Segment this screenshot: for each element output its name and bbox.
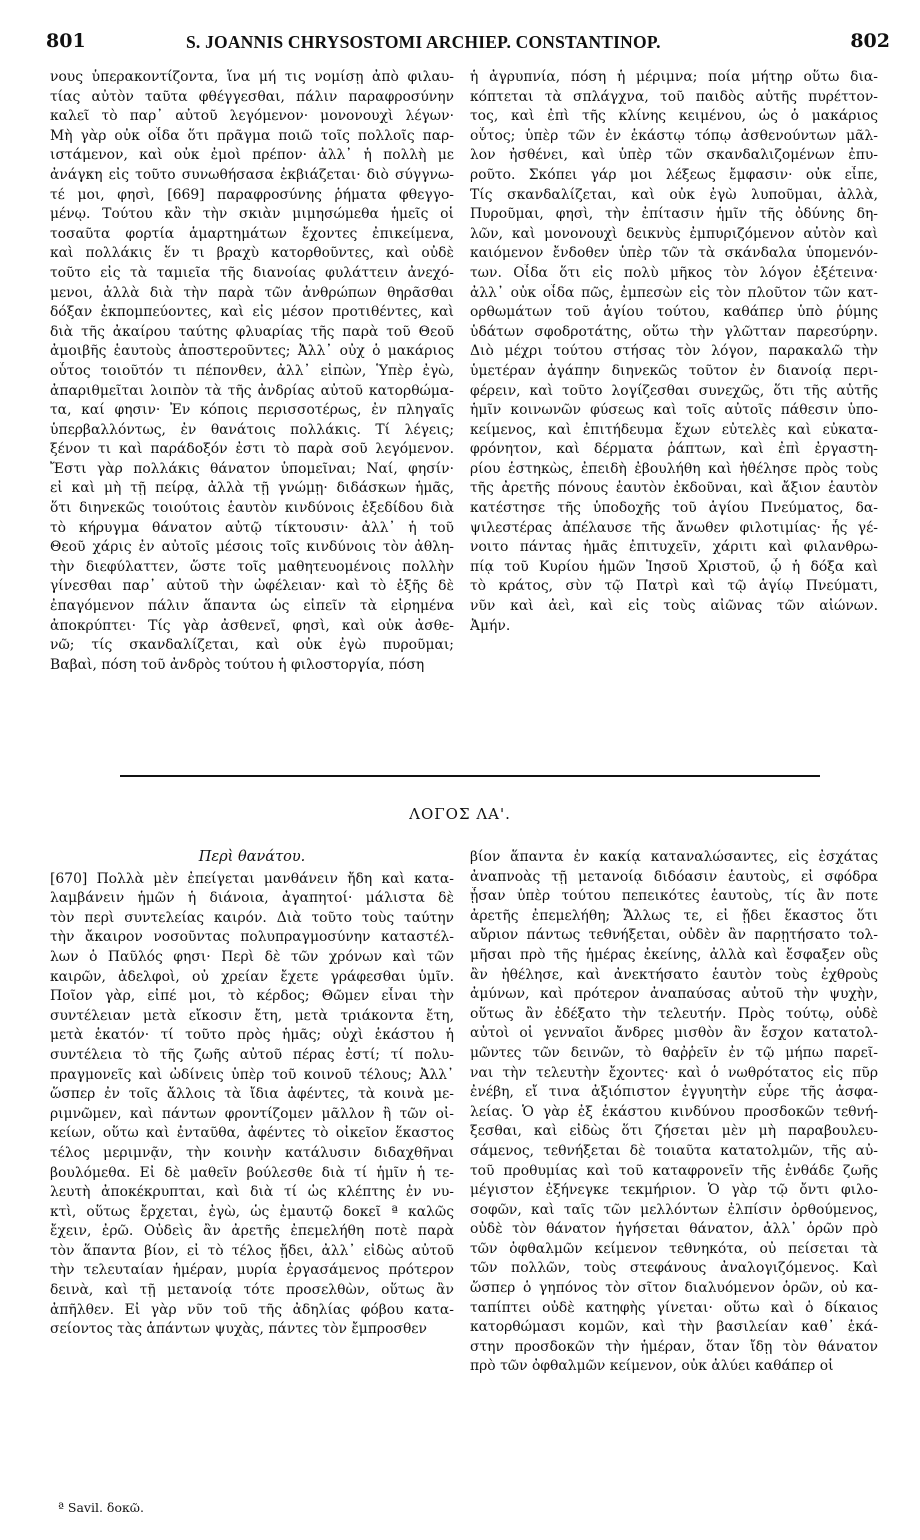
text-line: λων ὁ Παῦλός φησι· Περὶ δὲ τῶν χρόνων καὶ τῶν	[50, 948, 454, 965]
text-line: οὐδὲ τὸν θάνατον ἡγήσεται θάνατον, ἀλλ᾽ ὁρῶν πρὸ	[470, 1221, 878, 1238]
text-line: ξεσθαι, καὶ εἰδὼς ὅτι ζήσεται μὲν μὴ παραβουλευ-	[470, 1123, 878, 1140]
text-line: [670] Πολλὰ μὲν ἐπείγεται μανθάνειν ἤδη καὶ κατα-	[50, 870, 454, 887]
running-title: S. JOANNIS CHRYSOSTOMI ARCHIEP. CONSTANTINOP.	[186, 32, 661, 52]
text-line: ἀρετῆς ἐπεμελήθη; Ἄλλως τε, εἰ ᾔδει ἕκαστος ὅτι	[470, 907, 878, 924]
text-line: μένῳ. Τούτου κἂν τὴν σκιὰν μιμησώμεθα ἡμεῖς οἱ	[50, 206, 454, 223]
text-line: συντέλειαν μετὰ εἴκοσιν ἔτη, μετὰ τριάκοντα ἔτη,	[50, 1007, 454, 1024]
text-line: ἀπαριθμεῖται λοιπὸν τὰ τῆς ἀνδρίας αὐτοῦ κατορθώμα-	[50, 382, 454, 399]
text-line: κείμενος, καὶ ἐπιτήδευμα ἔχων εὐτελὲς καὶ εὐκατα-	[470, 421, 878, 438]
text-line: στην προσδοκῶν τὴν ἡμέραν, ὅταν ἴδῃ τὸν θάνατον	[470, 1338, 878, 1355]
text-line: ἔχειν, ἐρῶ. Οὐδεὶς ἂν ἀρετῆς ἐπεμελήθη ποτὲ παρὰ	[50, 1223, 454, 1240]
text-line: ψιλεστέρας ἀπέλαυσε τῆς ἄνωθεν φιλοτιμίας· ἧς γέ-	[470, 519, 878, 536]
page-number-left: 801	[46, 30, 86, 52]
text-line: λαμβάνειν ἡμῶν ἡ διάνοια, ἀγαπητοί· μάλιστα δὲ	[50, 890, 454, 907]
text-line: νῶ; τίς σκανδαλίζεται, καὶ οὐκ ἐγὼ πυροῦμαι;	[50, 637, 454, 654]
text-line: ἐνέβη, εἴ τινα ἀξιόπιστον ἐγγυητὴν εὗρε τῆς ἀσφα-	[470, 1084, 878, 1101]
text-line: Μὴ γὰρ οὐκ οἶδα ὅτι πρᾶγμα ποιῶ τοῖς πολλοῖς παρ-	[50, 127, 454, 144]
text-line: ἀνάγκη εἰς τοῦτο συνωθήσασα ἐκβιάζεται· διὸ σύγγνω-	[50, 166, 454, 183]
text-line: ὥσπερ ἐν τοῖς ἄλλοις τὰ ἴδια ἀφέντες, τὰ κοινὰ με-	[50, 1086, 454, 1103]
text-line: τῶν πολλῶν, τοὺς στεφάνους ἀναλογιζόμενος. Καὶ	[470, 1260, 878, 1277]
text-line: κατορθώμασι κομῶν, καὶ τὴν βασιλείαν καθ᾽ ἑκά-	[470, 1319, 878, 1336]
text-line: σοφῶν, καὶ ταῖς τῶν μελλόντων ἐλπίσιν ὀρθούμενος,	[470, 1201, 878, 1218]
text-line: οὕτως ἂν ἐδέξατο τὴν τελευτήν. Πρὸς τούτῳ, οὐδὲ	[470, 1005, 878, 1022]
text-line: τος, καὶ ἐπὶ τῆς κλίνης κειμένου, ὡς ὁ μακάριος	[470, 108, 878, 125]
text-line: σείοντος τὰς ἁπάντων ψυχὰς, πάντες τὸν ἔμπροσθεν	[50, 1321, 427, 1338]
text-line: ἀμοιβῆς ἑαυτοὺς ἀποστεροῦντες; Ἀλλ᾽ οὐχ ὁ μακάριος	[50, 343, 454, 360]
text-line: νους ὑπερακοντίζοντα, ἵνα μή τις νομίσῃ ἀπὸ φιλαυ-	[50, 69, 454, 85]
text-line: ιστάμενον, καὶ οὐκ ἐμοὶ πρέπον· ἀλλ᾽ ἡ πολλὴ με	[50, 147, 454, 164]
text-line: κόπτεται τὰ σπλάγχνα, τοῦ παιδὸς αὐτῆς πυρέττον-	[470, 88, 878, 105]
text-line: βίον ἅπαντα ἐν κακίᾳ καταναλώσαντες, εἰς ἐσχάτας	[470, 849, 878, 865]
text-line: ἀπῆλθεν. Εἰ γὰρ νῦν τοῦ τῆς ἀδηλίας φόβου κατα-	[50, 1301, 454, 1318]
text-line: ὅτι διηνεκῶς τοιούτοις ἑαυτὸν κινδύνοις ἐξεδίδου διὰ	[50, 500, 454, 517]
text-line: Ποῖον γὰρ, εἰπέ μοι, τὸ κέρδος; Θῶμεν εἶναι τὴν	[50, 988, 454, 1005]
text-line: κατέστησε τῆς ὑποδοχῆς τοῦ ἁγίου Πνεύματος, δα-	[470, 500, 878, 517]
text-line: ταπίπτει οὐδὲ κατηφὴς γίνεται· οὕτω καὶ ὁ δίκαιος	[470, 1299, 878, 1316]
text-line: μῆσαι πρὸ τῆς ἡμέρας ἐκείνης, ἀλλὰ καὶ ἔσφαξεν οὓς	[470, 946, 878, 963]
text-line: πίᾳ τοῦ Κυρίου ἡμῶν Ἰησοῦ Χριστοῦ, ᾧ ἡ δόξα καὶ	[470, 558, 878, 575]
text-line: τίας αὐτὸν ταῦτα φθέγγεσθαι, πάλιν παραφροσύνην	[50, 88, 454, 105]
text-line: διὰ τῆς ἀκαίρου ταύτης φλυαρίας τῆς παρὰ τοῦ Θεοῦ	[50, 323, 454, 340]
text-line: λείας. Ὁ γὰρ ἐξ ἑκάστου κινδύνου προσδοκῶν τεθνή-	[470, 1103, 878, 1120]
text-line: λευτὴ ἀποκέκρυπται, καὶ διὰ τί ὡς κλέπτης ἐν νυ-	[50, 1184, 454, 1201]
text-line: δόξαν ἐκπομπεύοντες, καὶ εἰς μέσον προτιθέντες, καὶ	[50, 304, 454, 321]
text-line: τὸ κήρυγμα θάνατον αὐτῷ τίκτουσιν· ἀλλ᾽ ἡ τοῦ	[50, 519, 454, 536]
top-left-column	[50, 68, 454, 675]
text-line: εἰ καὶ μὴ τῇ πείρᾳ, ἀλλὰ τῇ γνώμῃ· διδάσκων ἡμᾶς,	[50, 480, 454, 497]
text-line: λον ἠσθένει, καὶ ὑπὲρ τῶν σκανδαλιζομένων ἐπυ-	[470, 147, 878, 164]
text-line: τὴν ἄκαιρον νοσοῦντας πολυπραγμοσύνην καταστέλ-	[50, 929, 454, 946]
text-line: Βαβαὶ, πόση τοῦ ἀνδρὸς τούτου ἡ φιλοστοργία, πόση	[50, 656, 425, 673]
text-line: τοῦτο εἰς τὰ ταμιεῖα τῆς διανοίας φυλάττειν ἀνεχό-	[50, 264, 454, 281]
text-line: τέ μοι, φησὶ, [669] παραφροσύνης ῥήματα φθεγγο-	[50, 186, 454, 203]
text-line: συντέλεια τὸ τῆς ζωῆς αὐτοῦ πέρας ἐστί; τί πολυ-	[50, 1046, 454, 1063]
text-line: ἂν ἠθέλησε, καὶ ἀνεκτήσατο ἑαυτὸν τοὺς ἐχθροὺς	[470, 966, 878, 983]
text-line: ξένον τι καὶ παράδοξόν ἐστι τὸ παρὰ σοῦ λεγόμενον.	[50, 441, 454, 458]
bottom-right-column	[470, 848, 878, 1377]
text-line: καλεῖ τὸ παρ᾽ αὐτοῦ λεγόμενον· μονονουχὶ λέγων·	[50, 108, 454, 125]
text-line: Διὸ μέχρι τούτου στήσας τὸν λόγον, παρακαλῶ τὴν	[470, 343, 878, 360]
text-line: νῦν καὶ ἀεὶ, καὶ εἰς τοὺς αἰῶνας τῶν αἰώνων.	[470, 598, 878, 615]
section-divider	[120, 775, 820, 777]
text-line: ὥσπερ ὁ γηπόνος τὸν σῖτον διαλυόμενον ὁρῶν, οὐ κα-	[470, 1280, 878, 1297]
text-line: Πυροῦμαι, φησὶ, τὴν ἐπίτασιν ἡμῖν τῆς ὀδύνης δη-	[470, 206, 878, 223]
text-line: Θεοῦ χάρις ἐν αὐτοῖς μέσοις τοῖς κινδύνοις τὸν ἀθλη-	[50, 539, 454, 556]
text-line: ἀποκρύπτει· Τίς γὰρ ἀσθενεῖ, φησὶ, καὶ οὐκ ἀσθε-	[50, 617, 454, 634]
text-line: ἡ ἀγρυπνία, πόση ἡ μέριμνα; ποία μήτηρ οὕτω δια-	[470, 69, 878, 85]
page-header	[46, 30, 890, 60]
text-line: ναι τὴν τελευτὴν ἔχοντες· καὶ ὁ νωθρότατος εἰς πῦρ	[470, 1064, 878, 1081]
text-line: καὶ πολλάκις ἕν τι βραχὺ κατορθοῦντες, καὶ οὐδὲ	[50, 245, 454, 262]
text-line: ρίου ἑστηκὼς, ἐπειδὴ ἐβουλήθη καὶ ἠθέλησε πρὸς τοὺς	[470, 460, 878, 477]
text-line: γίνεσθαι παρ᾽ αὐτοῦ τὴν ὠφέλειαν· καὶ τὸ ἑξῆς δὲ	[50, 578, 454, 595]
text-line: πραγμονεῖς καὶ ὠδίνεις ὑπὲρ τοῦ κοινοῦ τέλους; Ἀλλ᾽	[50, 1066, 454, 1083]
section-title: ΛΟΓΟΣ ΛΑ'.	[409, 805, 511, 823]
text-line: ἀμύνων, καὶ πρότερον ἀναπαύσας αὐτοῦ τὴν ψυχὴν,	[470, 986, 878, 1003]
footnote: ª Savil. δοκῶ.	[58, 1500, 144, 1515]
text-line: τὸ κράτος, σὺν τῷ Πατρὶ καὶ τῷ ἁγίῳ Πνεύματι,	[470, 578, 878, 595]
text-line: Ἀμήν.	[470, 617, 511, 634]
text-line: τὸν ἅπαντα βίον, εἰ τὸ τέλος ᾔδει, ἀλλ᾽ εἰδὼς αὐτοῦ	[50, 1242, 454, 1259]
text-line: πρὸ τῶν ὀφθαλμῶν κείμενον, οὐκ ἀλύει καθάπερ οἱ	[470, 1358, 834, 1375]
text-line: μῶντες τῶν δεινῶν, τὸ θαῤῥεῖν ἐν τῷ μήπω παρεῖ-	[470, 1044, 878, 1061]
text-line: μετὰ ἑκατόν· τί τοῦτο πρὸς ἡμᾶς; οὐχὶ ἑκάστου ἡ	[50, 1027, 454, 1044]
text-line: λῶν, καὶ μονονουχὶ δεικνὺς ἐμπυριζόμενον αὐτὸν καὶ	[470, 225, 878, 242]
text-line: τῶν ὀφθαλμῶν κείμενον τεθνηκότα, οὐ πείσεται τὰ	[470, 1240, 878, 1257]
text-line: καιόμενον ἔνδοθεν ὑπὲρ τῶν τὰ σκάνδαλα ὑπομενόν-	[470, 245, 878, 262]
text-line: ὑμετέραν ἀγάπην διηνεκῶς τοῦτον ἐν διανοίᾳ περι-	[470, 362, 878, 379]
text-line: ἀναπνοὰς τῇ μετανοίᾳ διδόασιν ἑαυτοὺς, εἰ σφόδρα	[470, 868, 878, 885]
text-line: ἐπαγόμενον πάλιν ἅπαντα ὡς εἰπεῖν τὰ εἰρημένα	[50, 598, 454, 615]
text-line: τὸν περὶ συντελείας καιρόν. Διὰ τοῦτο τοὺς ταύτην	[50, 909, 454, 926]
text-line: νοιτο πάντας ἡμᾶς ἐπιτυχεῖν, χάριτι καὶ φιλανθρω-	[470, 539, 878, 556]
text-line: τοῦ προθυμίας καὶ τοῦ καταφρονεῖν τῆς ἐνθάδε ζωῆς	[470, 1162, 878, 1179]
bottom-left-column	[50, 848, 454, 1340]
text-line: τὴν τελευταίαν ἡμέραν, μυρία ἐργασάμενος πρότερον	[50, 1262, 454, 1279]
text-line: ορθωμάτων τοῦ ἁγίου τούτου, καθάπερ ὑπὸ ῥύμης	[470, 304, 878, 321]
text-line: αὔριον πάντως τεθνήξεται, οὐδὲν ἂν παρῃτήσατο τολ-	[470, 927, 878, 944]
text-line: κείων, οὕτω καὶ ἐνταῦθα, ἀφέντες τὸ οἰκεῖον ἕκαστος	[50, 1125, 454, 1142]
text-line: οὗτος; ὑπὲρ τῶν ἐν ἑκάστῳ τόπῳ ἀσθενούντων μᾶλ-	[470, 127, 878, 144]
text-line: ροῦτο. Σκόπει γάρ μοι λέξεως ἔμφασιν· οὐκ εἶπε,	[470, 166, 878, 183]
top-right-column	[470, 68, 878, 636]
text-line: τα, καί φησιν· Ἐν κόποις περισσοτέρως, ἐν πληγαῖς	[50, 402, 454, 419]
page-number-right: 802	[850, 30, 890, 52]
text-line: κτὶ, οὕτως ἔρχεται, ἐγὼ, ὡς ἐμαυτῷ δοκεῖ ª καλῶς	[50, 1203, 454, 1220]
text-line: οὗτος τοιοῦτόν τι πέπονθεν, ἀλλ᾽ εἰπὼν, Ὑπὲρ ἐγὼ,	[50, 362, 454, 379]
text-line: αὐτοὶ οἱ γενναῖοι ἄνδρες μισθὸν ἂν ἔσχον κατατολ-	[470, 1025, 878, 1042]
text-line: ὑπερβαλλόντως, ἐν θανάτοις πολλάκις. Τί λέγεις;	[50, 421, 454, 438]
text-line: ὑδάτων σφοδροτάτης, οὕτω τὴν γλῶτταν παρεσύρην.	[470, 323, 878, 340]
text-line: καιρῶν, ἀδελφοὶ, οὐ χρείαν ἔχετε γράφεσθαι ὑμῖν.	[50, 968, 454, 985]
text-line: βουλόμεθα. Εἰ δὲ μαθεῖν βούλεσθε διὰ τί ἡμῖν ἡ τε-	[50, 1164, 454, 1181]
text-line: ριμνῶμεν, καὶ πάντων φροντίζομεν μᾶλλον ἢ τῶν οἰ-	[50, 1105, 454, 1122]
text-line: τῆς ἀρετῆς πόνους ἑαυτὸν ἐκδοῦναι, καὶ ἄξιον ἑαυτὸν	[470, 480, 878, 497]
text-line: Τίς σκανδαλίζεται, καὶ οὐκ ἐγὼ λυποῦμαι, ἀλλὰ,	[470, 186, 878, 203]
text-line: των. Οἶδα ὅτι εἰς πολὺ μῆκος τὸν λόγον ἐξέτεινα·	[470, 264, 878, 281]
text-line: ἀλλ᾽ οὐκ οἶδα πῶς, ἐμπεσὼν εἰς τὸν πλοῦτον τῶν κατ-	[470, 284, 878, 301]
text-line: φρόνητον, καὶ δέρματα ῥάπτων, καὶ ἐπὶ ἐργαστη-	[470, 441, 878, 458]
text-line: μέγιστον ἐξήνεγκε τεκμήριον. Ὁ γὰρ τῷ ὄντι φιλο-	[470, 1182, 878, 1199]
text-line: τέλος μεριμνᾷν, τὴν κοινὴν κατάλυσιν διδαχθῆναι	[50, 1144, 454, 1161]
text-line: ᾖσαν ὑπὲρ τούτου πεπεικότες ἑαυτοὺς, τίς ἂν ποτε	[470, 888, 878, 905]
text-line: φέρειν, καὶ τοῦτο λογίζεσθαι συνεχῶς, ὅτι τῆς αὐτῆς	[470, 382, 878, 399]
text-line: δεινὰ, καὶ τῇ μετανοίᾳ τότε προσελθὼν, οὕτως ἂν	[50, 1282, 454, 1299]
text-line: σάμενος, τεθνήξεται δὲ τοιαῦτα κατατολμῶν, τῆς αὐ-	[470, 1142, 878, 1159]
text-line: Ἔστι γὰρ πολλάκις θάνατον ὑπομεῖναι; Ναί, φησίν·	[50, 460, 454, 477]
section-subtitle: Περὶ θανάτου.	[198, 849, 306, 865]
text-line: τοσαῦτα φορτία ἁμαρτημάτων ἔχοντες ἐπικείμενα,	[50, 225, 454, 242]
text-line: ἡμῖν κοινωνῶν φύσεως καὶ τοῖς αὐτοῖς πάθεσιν ὑπο-	[470, 402, 878, 419]
text-line: τὴν διεφύλαττεν, ὥστε τοῖς μαθητευομένοις πολλὴν	[50, 558, 454, 575]
text-line: μενοι, ἀλλὰ διὰ τὴν παρὰ τῶν ἀνθρώπων θηρᾶσθαι	[50, 284, 454, 301]
